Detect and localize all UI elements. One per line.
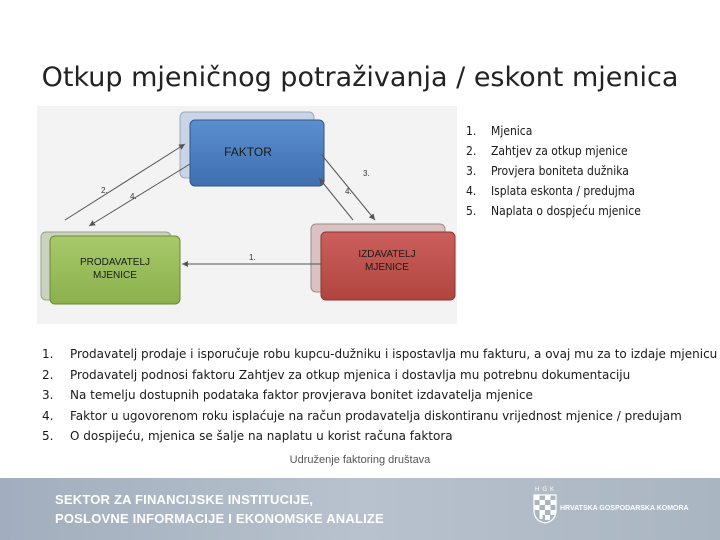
prodavatelj-label-line2: MJENICE bbox=[93, 270, 137, 281]
legend-list bbox=[466, 121, 641, 221]
list-text: Faktor u ugovorenom roku isplaćuje na račun prodavatelja diskontiranu vrijednost mjenice / predujam bbox=[70, 408, 682, 423]
list-text: Provjera boniteta dužnika bbox=[491, 164, 629, 178]
list-text: Isplata eskonta / predujma bbox=[491, 184, 635, 198]
banner-line-2: POSLOVNE INFORMACIJE I EKONOMSKE ANALIZE bbox=[55, 511, 384, 526]
list-item bbox=[466, 181, 641, 201]
list-item bbox=[466, 161, 641, 181]
factoring-flow-diagram bbox=[37, 106, 457, 324]
faktor-label: FAKTOR bbox=[224, 145, 272, 159]
izdavatelj-node bbox=[311, 224, 455, 300]
list-number: 1. bbox=[466, 124, 477, 138]
list-text: Mjenica bbox=[491, 124, 533, 138]
list-number: 3. bbox=[42, 388, 54, 402]
prodavatelj-node bbox=[41, 232, 180, 304]
list-text: Na temelju dostupnih podataka faktor provjerava bonitet izdavatelja mjenice bbox=[70, 388, 533, 402]
list-item bbox=[42, 385, 717, 406]
page-title: Otkup mjeničnog potraživanja / eskont mjenica bbox=[41, 62, 679, 93]
list-text: Prodavatelj podnosi faktoru Zahtjev za otkup mjenica i dostavlja mu potrebnu dokumentaciju bbox=[70, 367, 631, 382]
list-text: Naplata o dospjeću mjenice bbox=[491, 204, 641, 218]
arrow-label-1: 1. bbox=[249, 253, 256, 262]
banner-text bbox=[55, 490, 384, 528]
list-number: 2. bbox=[466, 144, 477, 158]
hgk-top-label: HGK bbox=[535, 487, 558, 493]
list-number: 4. bbox=[466, 184, 477, 198]
list-number: 2. bbox=[42, 367, 54, 382]
list-number: 3. bbox=[466, 164, 477, 178]
steps-list bbox=[42, 344, 717, 447]
izdavatelj-label-line1: IZDAVATELJ bbox=[358, 249, 416, 260]
list-item bbox=[466, 121, 641, 141]
list-item bbox=[466, 141, 641, 161]
list-number: 1. bbox=[42, 347, 54, 361]
list-item bbox=[42, 365, 717, 386]
list-item bbox=[42, 344, 717, 365]
list-number: 5. bbox=[466, 204, 477, 218]
banner-line-1: SEKTOR ZA FINANCIJSKE INSTITUCIJE, bbox=[55, 492, 314, 507]
list-number: 4. bbox=[42, 408, 54, 423]
arrow-label-4-right: 4. bbox=[345, 187, 352, 196]
faktor-node bbox=[180, 112, 324, 186]
arrow-label-4-left: 4. bbox=[130, 192, 137, 201]
footer-note: Udruženje faktoring društava bbox=[289, 454, 431, 466]
list-text: Prodavatelj prodaje i isporučuje robu kupcu-dužniku i ispostavlja mu fakturu, a ovaj mu za to izdaje mjenicu bbox=[70, 347, 718, 361]
arrow-label-3: 3. bbox=[363, 169, 370, 178]
list-text: Zahtjev za otkup mjenice bbox=[491, 144, 628, 158]
list-item bbox=[42, 406, 717, 427]
arrow-label-2: 2. bbox=[101, 186, 108, 195]
list-text: O dospijeću, mjenica se šalje na naplatu u korist računa faktora bbox=[70, 429, 453, 443]
izdavatelj-label-line2: MJENICE bbox=[365, 262, 409, 273]
list-item bbox=[42, 426, 717, 447]
list-item bbox=[466, 201, 641, 221]
list-number: 5. bbox=[42, 429, 54, 443]
checkerboard-logo-icon bbox=[533, 494, 557, 524]
prodavatelj-label-line1: PRODAVATELJ bbox=[79, 257, 151, 268]
hgk-label: HRVATSKA GOSPODARSKA KOMORA bbox=[560, 505, 689, 512]
